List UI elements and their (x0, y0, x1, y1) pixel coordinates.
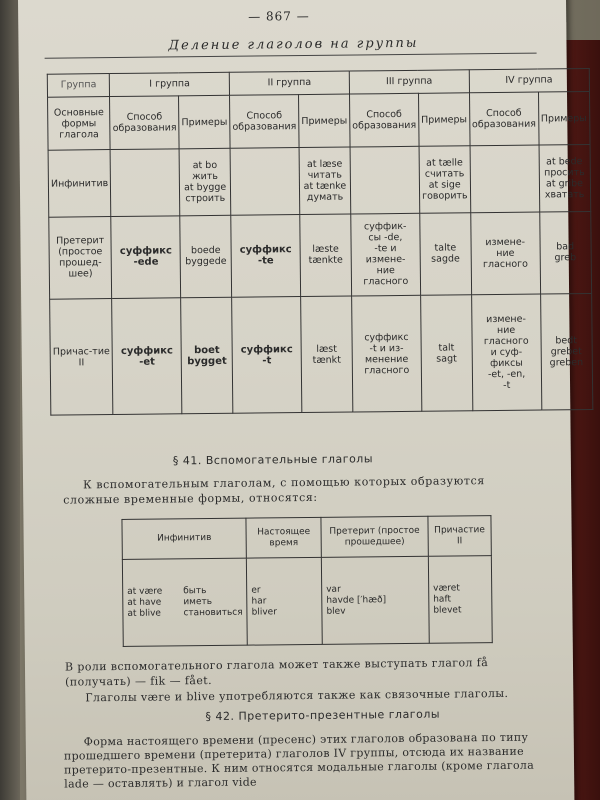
row-label-infinitive: Инфинитив (48, 150, 111, 217)
aux-preterite: blev (326, 606, 346, 617)
aux-participle: haft (433, 593, 452, 605)
section-42-paragraph: Форма настоящего времени (пресенс) этих глаголов образована по типу прошедшего времени (претерита) глаголов IV группы, отсюда их название претерито-презентные. К ним относятся модальные глаголы (кроме глагола lade — оставлять) и глагол vide (63, 730, 535, 791)
aux-header-infinitive: Инфинитив (122, 518, 247, 559)
role-paragraph: В роли вспомогательного глагола может также выступать глагол få (получать) — fik — fået. (64, 656, 489, 689)
table-cell: суффикс -t и из- менение гласного (352, 296, 422, 412)
table-cell: at tælle считать at sige говорить (419, 146, 471, 213)
table-cell: talt sagt (420, 295, 472, 411)
table-cell (110, 149, 180, 216)
aux-participle: blevet (433, 604, 462, 616)
examples-label: Примеры (179, 95, 230, 149)
group-1-header: I группа (110, 72, 230, 96)
row-label-forms: Основные формы глагола (48, 96, 111, 150)
table-cell: суффик- сы -de, -te и измене- ние гласного (351, 213, 421, 296)
book-page (18, 0, 587, 800)
method-label: Способ образования (469, 92, 538, 146)
examples-label: Примеры (538, 91, 589, 145)
section-41-title: § 41. Вспомогательные глаголы (172, 452, 374, 468)
aux-inf-ru: быть (183, 585, 207, 596)
table-cell (350, 147, 420, 214)
verb-groups-table (47, 68, 593, 416)
table-cell: boet bygget (181, 297, 233, 413)
aux-inf-ru: становиться (183, 607, 243, 618)
table-cell: суффикс -te (231, 214, 301, 297)
aux-present-cell (247, 557, 323, 645)
aux-present: er (251, 584, 261, 596)
table-cell: bedt grebet greben (540, 294, 592, 410)
aux-preterite: havde [′hæð] (326, 594, 387, 606)
aux-inf-ru: иметь (183, 596, 213, 607)
table-cell: суффикс -ede (111, 215, 181, 298)
aux-participle-cell (428, 556, 492, 644)
section-42-title: § 42. Претерито-презентные глаголы (205, 707, 441, 724)
header-rule (45, 53, 537, 59)
group-2-header: II группа (229, 71, 349, 95)
aux-preterite-cell (321, 556, 429, 644)
copula-paragraph: Глаголы være и blive употребляются также как связочные глаголы. (85, 686, 509, 705)
aux-header-present: Настоящее время (246, 517, 321, 558)
table-cell: læste tænkte (300, 214, 352, 297)
aux-present: har (251, 595, 267, 607)
group-4-header: IV группа (469, 69, 589, 93)
aux-header-preterite: Претерит (простое прошедшее) (321, 516, 428, 557)
examples-label: Примеры (299, 94, 350, 148)
examples-label: Примеры (418, 92, 469, 146)
row-label-preterite: Претерит (простое прошед-шее) (49, 216, 112, 299)
table-cell: измене- ние гласного (470, 212, 540, 295)
table-cell: at bede просить at gribe хватать (539, 145, 591, 212)
table-cell: bad greb (539, 211, 591, 294)
table-cell (470, 145, 540, 212)
group-3-header: III группа (349, 70, 469, 94)
aux-inf-da: at blive (127, 608, 161, 619)
aux-preterite: var (326, 584, 341, 595)
auxiliary-verbs-table (121, 515, 492, 647)
table-cell: læst tænkt (301, 296, 353, 412)
table-cell: суффикс -et (112, 298, 182, 414)
table-cell: at bo жить at bygge строить (179, 149, 231, 216)
method-label: Способ образования (230, 94, 299, 148)
aux-header-participle: Причастие II (428, 516, 492, 557)
page-number: — 867 — (248, 8, 310, 24)
aux-inf-da: at have (127, 597, 162, 608)
header-group-cell: Группа (47, 74, 110, 97)
table-cell: boede byggede (180, 215, 232, 298)
table-cell: at læse читать at tænke думать (299, 147, 351, 214)
aux-present: bliver (251, 606, 277, 618)
section-41-intro: К вспомогательным глаголам, с помощью которых образуются сложные временные формы, относятся: (63, 474, 485, 507)
table-cell: суффикс -t (232, 297, 302, 413)
book-gutter-shadow (0, 0, 20, 800)
table-cell: talte sagde (420, 212, 472, 295)
table-cell: измене- ние гласного и суф- фиксы -et, -en, -t (471, 294, 541, 410)
method-label: Способ образования (349, 93, 418, 147)
aux-inf-da: at være (127, 586, 163, 597)
aux-infinitive-cell (122, 558, 247, 646)
method-label: Способ образования (110, 96, 179, 150)
table-cell (230, 148, 300, 215)
aux-participle: været (433, 582, 460, 594)
running-head: Деление глаголов на группы (168, 35, 419, 54)
row-label-participle: Причас-тие II (50, 299, 114, 415)
